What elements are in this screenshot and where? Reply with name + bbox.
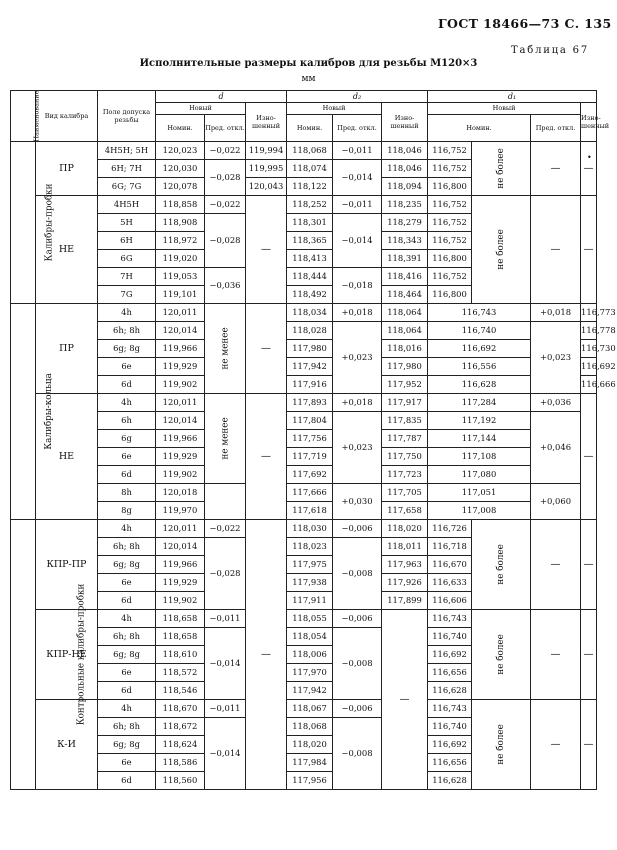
d2-nominal-cell: 117,804 bbox=[287, 412, 333, 430]
d1-dev-cell: +0,060 bbox=[531, 484, 581, 520]
d2-worn-cell: 117,705 bbox=[382, 484, 428, 502]
d2-nominal-cell: 117,911 bbox=[287, 592, 333, 610]
tolerance-cell: 6G; 7G bbox=[98, 178, 156, 196]
d2-nominal-cell: 117,666 bbox=[287, 484, 333, 502]
d-nominal-cell: 119,929 bbox=[156, 574, 205, 592]
table-row bbox=[11, 322, 597, 340]
d2-dev-cell: +0,018 bbox=[333, 304, 382, 322]
not-more-cell: не более bbox=[472, 142, 531, 196]
d-dev-cell: −0,028 bbox=[205, 538, 246, 610]
d1-nominal-cell: 116,692 bbox=[428, 646, 472, 664]
d-worn-cell: — bbox=[246, 520, 287, 790]
d1-dev-cell: +0,023 bbox=[531, 322, 581, 394]
d-nominal-cell: 120,014 bbox=[156, 412, 205, 430]
table-row bbox=[11, 484, 597, 502]
table-title: Исполнительные размеры калибров для резьбы М120×3 bbox=[139, 58, 478, 69]
gauge-type-pr: ПР bbox=[36, 142, 98, 196]
d1-nominal-cell: 116,800 bbox=[428, 250, 472, 268]
d-dev-cell: −0,022 bbox=[205, 142, 246, 160]
d-nominal-cell: 119,966 bbox=[156, 430, 205, 448]
d-dev-cell: −0,011 bbox=[205, 610, 246, 628]
gauge-type-ne: НЕ bbox=[36, 196, 98, 304]
d-dev-cell: −0,011 bbox=[205, 700, 246, 718]
tolerance-cell: 4h bbox=[98, 610, 156, 628]
group-control-plug-gauges: Контрольные калибры-пробки bbox=[11, 520, 36, 790]
d1-nominal-cell: 116,726 bbox=[428, 520, 472, 538]
d-dev-cell: −0,022 bbox=[205, 196, 246, 214]
tolerance-cell: 6G bbox=[98, 250, 156, 268]
d1-nominal-cell: 116,743 bbox=[428, 700, 472, 718]
d-nominal-cell: 119,970 bbox=[156, 502, 205, 520]
col-d-header: d bbox=[156, 91, 287, 103]
gauge-type-ne: НЕ bbox=[36, 394, 98, 520]
d2-worn-cell: 118,016 bbox=[382, 340, 428, 358]
d2-worn-cell: 118,011 bbox=[382, 538, 428, 556]
d2-worn-cell: 118,343 bbox=[382, 232, 428, 250]
d1-worn-header: Изношенный bbox=[581, 103, 597, 142]
not-less-cell: не менее bbox=[205, 304, 246, 394]
d1-worn-cell: 116,666 bbox=[581, 376, 597, 394]
not-less-cell: не менее bbox=[205, 394, 246, 484]
d1-worn-cell: — bbox=[581, 394, 597, 520]
d1-dev-cell: — bbox=[531, 142, 581, 196]
d2-nominal-cell: 118,054 bbox=[287, 628, 333, 646]
d2-nominal-cell: 118,034 bbox=[287, 304, 333, 322]
d2-nominal-cell: 118,301 bbox=[287, 214, 333, 232]
tolerance-cell: 4h bbox=[98, 304, 156, 322]
table-row bbox=[11, 520, 597, 538]
tolerance-cell: 8h bbox=[98, 484, 156, 502]
table-row bbox=[11, 304, 597, 322]
d-nominal-cell: 119,929 bbox=[156, 358, 205, 376]
d1-dev-cell: — bbox=[531, 196, 581, 304]
d1-dev-cell: +0,036 bbox=[531, 394, 581, 412]
d2-worn-cell: 117,835 bbox=[382, 412, 428, 430]
d1-dev-cell: — bbox=[531, 610, 581, 700]
table-row bbox=[11, 376, 597, 394]
tolerance-cell: 4H5H; 5H bbox=[98, 142, 156, 160]
d2-worn-cell: — bbox=[382, 610, 428, 790]
d2-nominal-cell: 118,444 bbox=[287, 268, 333, 286]
d1-nominal-cell: 117,284 bbox=[428, 394, 531, 412]
d1-dev-cell: +0,046 bbox=[531, 412, 581, 484]
d2-nominal-cell: 117,692 bbox=[287, 466, 333, 484]
d2-nominal-cell: 118,055 bbox=[287, 610, 333, 628]
d-nominal-cell: 118,670 bbox=[156, 700, 205, 718]
table-row bbox=[11, 700, 597, 718]
tolerance-cell: 6e bbox=[98, 574, 156, 592]
d2-nominal-cell: 117,916 bbox=[287, 376, 333, 394]
tolerance-cell: 6H bbox=[98, 232, 156, 250]
d2-worn-cell: 117,952 bbox=[382, 376, 428, 394]
d-nominal-cell: 118,858 bbox=[156, 196, 205, 214]
tolerance-cell: 6H; 7H bbox=[98, 160, 156, 178]
table-row bbox=[11, 412, 597, 430]
d1-nominal-cell: 116,670 bbox=[428, 556, 472, 574]
d2-dev-cell: −0,014 bbox=[333, 160, 382, 196]
d1-nominal-cell: 117,108 bbox=[428, 448, 531, 466]
d1-worn-cell: 116,692 bbox=[581, 358, 597, 376]
table-row bbox=[11, 340, 597, 358]
d-worn-cell: — bbox=[246, 196, 287, 304]
standard-header: ГОСТ 18466—73 С. 135 bbox=[438, 16, 612, 31]
d2-worn-cell: 118,391 bbox=[382, 250, 428, 268]
table-row bbox=[11, 430, 597, 448]
d1-nominal-header: Номин. bbox=[428, 115, 531, 142]
tolerance-cell: 6g bbox=[98, 430, 156, 448]
d1-nominal-cell: 116,752 bbox=[428, 232, 472, 250]
d1-worn-cell: — bbox=[581, 142, 597, 196]
d2-worn-cell: 118,464 bbox=[382, 286, 428, 304]
tolerance-cell: 6d bbox=[98, 772, 156, 790]
table-row bbox=[11, 448, 597, 466]
d2-nominal-cell: 117,719 bbox=[287, 448, 333, 466]
d1-nominal-cell: 116,752 bbox=[428, 142, 472, 160]
d-nominal-cell: 120,023 bbox=[156, 142, 205, 160]
d1-nominal-cell: 116,800 bbox=[428, 286, 472, 304]
d2-nominal-cell: 117,970 bbox=[287, 664, 333, 682]
d2-nominal-cell: 117,938 bbox=[287, 574, 333, 592]
d2-dev-cell: −0,018 bbox=[333, 268, 382, 304]
d2-worn-cell: 118,046 bbox=[382, 142, 428, 160]
d-nominal-cell: 118,624 bbox=[156, 736, 205, 754]
d-nominal-cell: 119,966 bbox=[156, 340, 205, 358]
d2-nominal-cell: 118,030 bbox=[287, 520, 333, 538]
d-nominal-cell: 118,546 bbox=[156, 682, 205, 700]
d2-nominal-cell: 117,893 bbox=[287, 394, 333, 412]
d1-worn-cell: — bbox=[581, 610, 597, 700]
d2-dev-cell: +0,018 bbox=[333, 394, 382, 412]
d1-nominal-cell: 116,628 bbox=[428, 682, 472, 700]
d2-dev-cell: −0,006 bbox=[333, 520, 382, 538]
d-new-header: Новый bbox=[156, 103, 246, 115]
tolerance-cell: 4H5H bbox=[98, 196, 156, 214]
tolerance-cell: 6d bbox=[98, 376, 156, 394]
d2-worn-cell: 118,064 bbox=[382, 304, 428, 322]
d1-nominal-cell: 116,656 bbox=[428, 754, 472, 772]
d-nominal-cell: 118,972 bbox=[156, 232, 205, 250]
d-nominal-cell: 118,908 bbox=[156, 214, 205, 232]
d1-nominal-cell: 116,692 bbox=[428, 340, 531, 358]
not-more-cell: не более bbox=[472, 520, 531, 610]
d1-worn-cell: — bbox=[581, 520, 597, 610]
d-nominal-cell: 120,030 bbox=[156, 160, 205, 178]
d-nominal-cell: 120,014 bbox=[156, 538, 205, 556]
tolerance-cell: 6g; 8g bbox=[98, 556, 156, 574]
d2-nominal-cell: 117,756 bbox=[287, 430, 333, 448]
d2-nominal-cell: 117,942 bbox=[287, 358, 333, 376]
tolerance-cell: 4h bbox=[98, 520, 156, 538]
d-nominal-cell: 118,586 bbox=[156, 754, 205, 772]
tolerance-cell: 6g; 8g bbox=[98, 736, 156, 754]
gauge-type-kpr-ne: КПР-НЕ bbox=[36, 610, 98, 700]
d1-nominal-cell: 116,628 bbox=[428, 772, 472, 790]
d2-dev-cell: −0,008 bbox=[333, 538, 382, 610]
d2-nominal-cell: 118,020 bbox=[287, 736, 333, 754]
d2-nominal-cell: 117,618 bbox=[287, 502, 333, 520]
d-nominal-cell: 119,966 bbox=[156, 556, 205, 574]
d-nominal-cell: 120,014 bbox=[156, 322, 205, 340]
d2-nominal-cell: 118,122 bbox=[287, 178, 333, 196]
table-row bbox=[11, 610, 597, 628]
tolerance-cell: 6e bbox=[98, 448, 156, 466]
d-nominal-header: Номин. bbox=[156, 115, 205, 142]
d2-worn-cell: 117,963 bbox=[382, 556, 428, 574]
tolerance-cell: 6e bbox=[98, 664, 156, 682]
d2-dev-cell: +0,030 bbox=[333, 484, 382, 520]
d2-nominal-cell: 118,023 bbox=[287, 538, 333, 556]
d-nominal-cell: 118,658 bbox=[156, 610, 205, 628]
d1-worn-cell: 116,778 bbox=[581, 322, 597, 340]
d2-worn-cell: 117,723 bbox=[382, 466, 428, 484]
table-row bbox=[11, 142, 597, 160]
d2-dev-cell: −0,006 bbox=[333, 610, 382, 628]
d2-worn-cell: 117,980 bbox=[382, 358, 428, 376]
tolerance-cell: 6d bbox=[98, 466, 156, 484]
d1-nominal-cell: 116,633 bbox=[428, 574, 472, 592]
d-nominal-cell: 119,053 bbox=[156, 268, 205, 286]
col-type-header: Вид калибра bbox=[36, 91, 98, 142]
d1-nominal-cell: 116,606 bbox=[428, 592, 472, 610]
d1-nominal-cell: 116,656 bbox=[428, 664, 472, 682]
d-dev-header: Пред. откл. bbox=[205, 115, 246, 142]
tolerance-cell: 8g bbox=[98, 502, 156, 520]
d2-worn-cell: 118,416 bbox=[382, 268, 428, 286]
d1-dev-header: Пред. откл. bbox=[531, 115, 581, 142]
d1-nominal-cell: 116,718 bbox=[428, 538, 472, 556]
dot-mark: • bbox=[587, 153, 592, 162]
d2-dev-cell: +0,023 bbox=[333, 412, 382, 484]
d2-worn-cell: 118,046 bbox=[382, 160, 428, 178]
d2-nominal-cell: 118,252 bbox=[287, 196, 333, 214]
group-plug-gauges: Калибры-пробки bbox=[11, 142, 36, 304]
d-worn-cell: — bbox=[246, 304, 287, 394]
d-dev-cell: −0,028 bbox=[205, 214, 246, 268]
d2-nominal-cell: 118,413 bbox=[287, 250, 333, 268]
d2-dev-cell: −0,008 bbox=[333, 628, 382, 700]
d2-worn-cell: 118,020 bbox=[382, 520, 428, 538]
d-nominal-cell: 120,011 bbox=[156, 520, 205, 538]
d2-new-header: Новый bbox=[287, 103, 382, 115]
tolerance-cell: 6e bbox=[98, 754, 156, 772]
d2-nominal-header: Номин. bbox=[287, 115, 333, 142]
d2-worn-cell: 117,899 bbox=[382, 592, 428, 610]
d2-dev-cell: −0,014 bbox=[333, 214, 382, 268]
d-dev-cell: −0,014 bbox=[205, 718, 246, 790]
d-nominal-cell: 119,929 bbox=[156, 448, 205, 466]
d1-nominal-cell: 116,740 bbox=[428, 718, 472, 736]
d2-nominal-cell: 117,980 bbox=[287, 340, 333, 358]
d2-worn-header: Изношенный bbox=[382, 103, 428, 142]
d-nominal-cell: 118,658 bbox=[156, 628, 205, 646]
d1-dev-cell: — bbox=[531, 700, 581, 790]
d-worn-cell: 120,043 bbox=[246, 178, 287, 196]
d2-worn-cell: 117,787 bbox=[382, 430, 428, 448]
d2-dev-header: Пред. откл. bbox=[333, 115, 382, 142]
table-row bbox=[11, 358, 597, 376]
d-worn-cell: — bbox=[246, 394, 287, 520]
d-dev-blank bbox=[205, 484, 246, 520]
d1-nominal-cell: 117,080 bbox=[428, 466, 531, 484]
col-d2-header: d₂ bbox=[287, 91, 428, 103]
d-nominal-cell: 120,011 bbox=[156, 304, 205, 322]
d-nominal-cell: 118,672 bbox=[156, 718, 205, 736]
d1-nominal-cell: 116,740 bbox=[428, 322, 531, 340]
tolerance-cell: 7G bbox=[98, 286, 156, 304]
tolerance-cell: 6d bbox=[98, 592, 156, 610]
d-worn-cell: 119,994 bbox=[246, 142, 287, 160]
d-nominal-cell: 120,018 bbox=[156, 484, 205, 502]
d2-dev-cell: −0,008 bbox=[333, 718, 382, 790]
d1-dev-cell: +0,018 bbox=[531, 304, 581, 322]
d2-nominal-cell: 117,984 bbox=[287, 754, 333, 772]
d-nominal-cell: 119,101 bbox=[156, 286, 205, 304]
table-number: Таблица 67 bbox=[511, 45, 589, 56]
d-nominal-cell: 118,572 bbox=[156, 664, 205, 682]
d1-nominal-cell: 116,743 bbox=[428, 304, 531, 322]
d2-worn-cell: 117,917 bbox=[382, 394, 428, 412]
d1-dev-cell: — bbox=[531, 520, 581, 610]
d1-nominal-cell: 117,051 bbox=[428, 484, 531, 502]
d2-nominal-cell: 118,068 bbox=[287, 718, 333, 736]
table-row bbox=[11, 196, 597, 214]
d1-nominal-cell: 117,008 bbox=[428, 502, 531, 520]
d2-nominal-cell: 118,006 bbox=[287, 646, 333, 664]
d-nominal-cell: 119,902 bbox=[156, 376, 205, 394]
tolerance-cell: 6g; 8g bbox=[98, 646, 156, 664]
tolerance-cell: 7H bbox=[98, 268, 156, 286]
d-nominal-cell: 119,902 bbox=[156, 466, 205, 484]
d1-nominal-cell: 116,752 bbox=[428, 196, 472, 214]
d1-nominal-cell: 116,752 bbox=[428, 268, 472, 286]
d-nominal-cell: 118,610 bbox=[156, 646, 205, 664]
d2-worn-cell: 118,094 bbox=[382, 178, 428, 196]
d-nominal-cell: 119,902 bbox=[156, 592, 205, 610]
col-name-header: Наименование bbox=[11, 91, 36, 142]
not-more-cell: не более bbox=[472, 610, 531, 700]
units-label: мм bbox=[301, 74, 316, 84]
d2-nominal-cell: 117,975 bbox=[287, 556, 333, 574]
d2-nominal-cell: 117,956 bbox=[287, 772, 333, 790]
tolerance-cell: 6h; 8h bbox=[98, 538, 156, 556]
table-row bbox=[11, 466, 597, 484]
gauge-type-pr: ПР bbox=[36, 304, 98, 394]
d-dev-cell: −0,036 bbox=[205, 268, 246, 304]
d1-nominal-cell: 116,628 bbox=[428, 376, 531, 394]
d-worn-cell: 119,995 bbox=[246, 160, 287, 178]
group-ring-gauges: Калибры-кольца bbox=[11, 304, 36, 520]
d2-worn-cell: 118,064 bbox=[382, 322, 428, 340]
gauge-type-kpr-pr: КПР-ПР bbox=[36, 520, 98, 610]
tolerance-cell: 5H bbox=[98, 214, 156, 232]
d2-nominal-cell: 118,067 bbox=[287, 700, 333, 718]
d2-worn-cell: 118,235 bbox=[382, 196, 428, 214]
d2-worn-cell: 117,658 bbox=[382, 502, 428, 520]
d1-new-header: Новый bbox=[428, 103, 581, 115]
d1-nominal-cell: 116,752 bbox=[428, 160, 472, 178]
d-nominal-cell: 120,011 bbox=[156, 394, 205, 412]
not-more-cell: не более bbox=[472, 196, 531, 304]
d-nominal-cell: 119,020 bbox=[156, 250, 205, 268]
tolerance-cell: 6d bbox=[98, 682, 156, 700]
d-worn-header: Изношенный bbox=[246, 103, 287, 142]
tolerance-cell: 6h; 8h bbox=[98, 322, 156, 340]
d2-worn-cell: 117,926 bbox=[382, 574, 428, 592]
gauge-dimensions-table bbox=[10, 90, 616, 790]
d2-nominal-cell: 118,028 bbox=[287, 322, 333, 340]
tolerance-cell: 6h; 8h bbox=[98, 628, 156, 646]
d1-nominal-cell: 116,743 bbox=[428, 610, 472, 628]
d-nominal-cell: 120,078 bbox=[156, 178, 205, 196]
d1-nominal-cell: 117,144 bbox=[428, 430, 531, 448]
d2-dev-cell: −0,006 bbox=[333, 700, 382, 718]
d-dev-cell: −0,028 bbox=[205, 160, 246, 196]
d1-nominal-cell: 117,192 bbox=[428, 412, 531, 430]
table-row bbox=[11, 502, 597, 520]
d2-dev-cell: −0,011 bbox=[333, 142, 382, 160]
tolerance-cell: 6e bbox=[98, 358, 156, 376]
col-d1-header: d₁ bbox=[428, 91, 597, 103]
gauge-type-k-i: К-И bbox=[36, 700, 98, 790]
d1-nominal-cell: 116,752 bbox=[428, 214, 472, 232]
tolerance-cell: 6h; 8h bbox=[98, 718, 156, 736]
d1-nominal-cell: 116,692 bbox=[428, 736, 472, 754]
d1-worn-cell: 116,773 bbox=[581, 304, 597, 322]
d2-nominal-cell: 118,365 bbox=[287, 232, 333, 250]
d1-nominal-cell: 116,740 bbox=[428, 628, 472, 646]
d1-worn-cell: — bbox=[581, 700, 597, 790]
d1-nominal-cell: 116,556 bbox=[428, 358, 531, 376]
d2-worn-cell: 118,279 bbox=[382, 214, 428, 232]
d-nominal-cell: 118,560 bbox=[156, 772, 205, 790]
d2-nominal-cell: 118,068 bbox=[287, 142, 333, 160]
d2-dev-cell: −0,011 bbox=[333, 196, 382, 214]
tolerance-cell: 6h bbox=[98, 412, 156, 430]
d2-nominal-cell: 118,492 bbox=[287, 286, 333, 304]
col-tolerance-header: Поле допуска резьбы bbox=[98, 91, 156, 142]
tolerance-cell: 4h bbox=[98, 394, 156, 412]
d-dev-cell: −0,014 bbox=[205, 628, 246, 700]
tolerance-cell: 6g; 8g bbox=[98, 340, 156, 358]
d1-worn-cell: — bbox=[581, 196, 597, 304]
not-more-cell: не более bbox=[472, 700, 531, 790]
d1-worn-cell: 116,730 bbox=[581, 340, 597, 358]
d2-nominal-cell: 118,074 bbox=[287, 160, 333, 178]
tolerance-cell: 4h bbox=[98, 700, 156, 718]
table-row bbox=[11, 394, 597, 412]
d2-dev-cell: +0,023 bbox=[333, 322, 382, 394]
table-body bbox=[11, 142, 616, 790]
d2-nominal-cell: 117,942 bbox=[287, 682, 333, 700]
d1-nominal-cell: 116,800 bbox=[428, 178, 472, 196]
d-dev-cell: −0,022 bbox=[205, 520, 246, 538]
d2-worn-cell: 117,750 bbox=[382, 448, 428, 466]
